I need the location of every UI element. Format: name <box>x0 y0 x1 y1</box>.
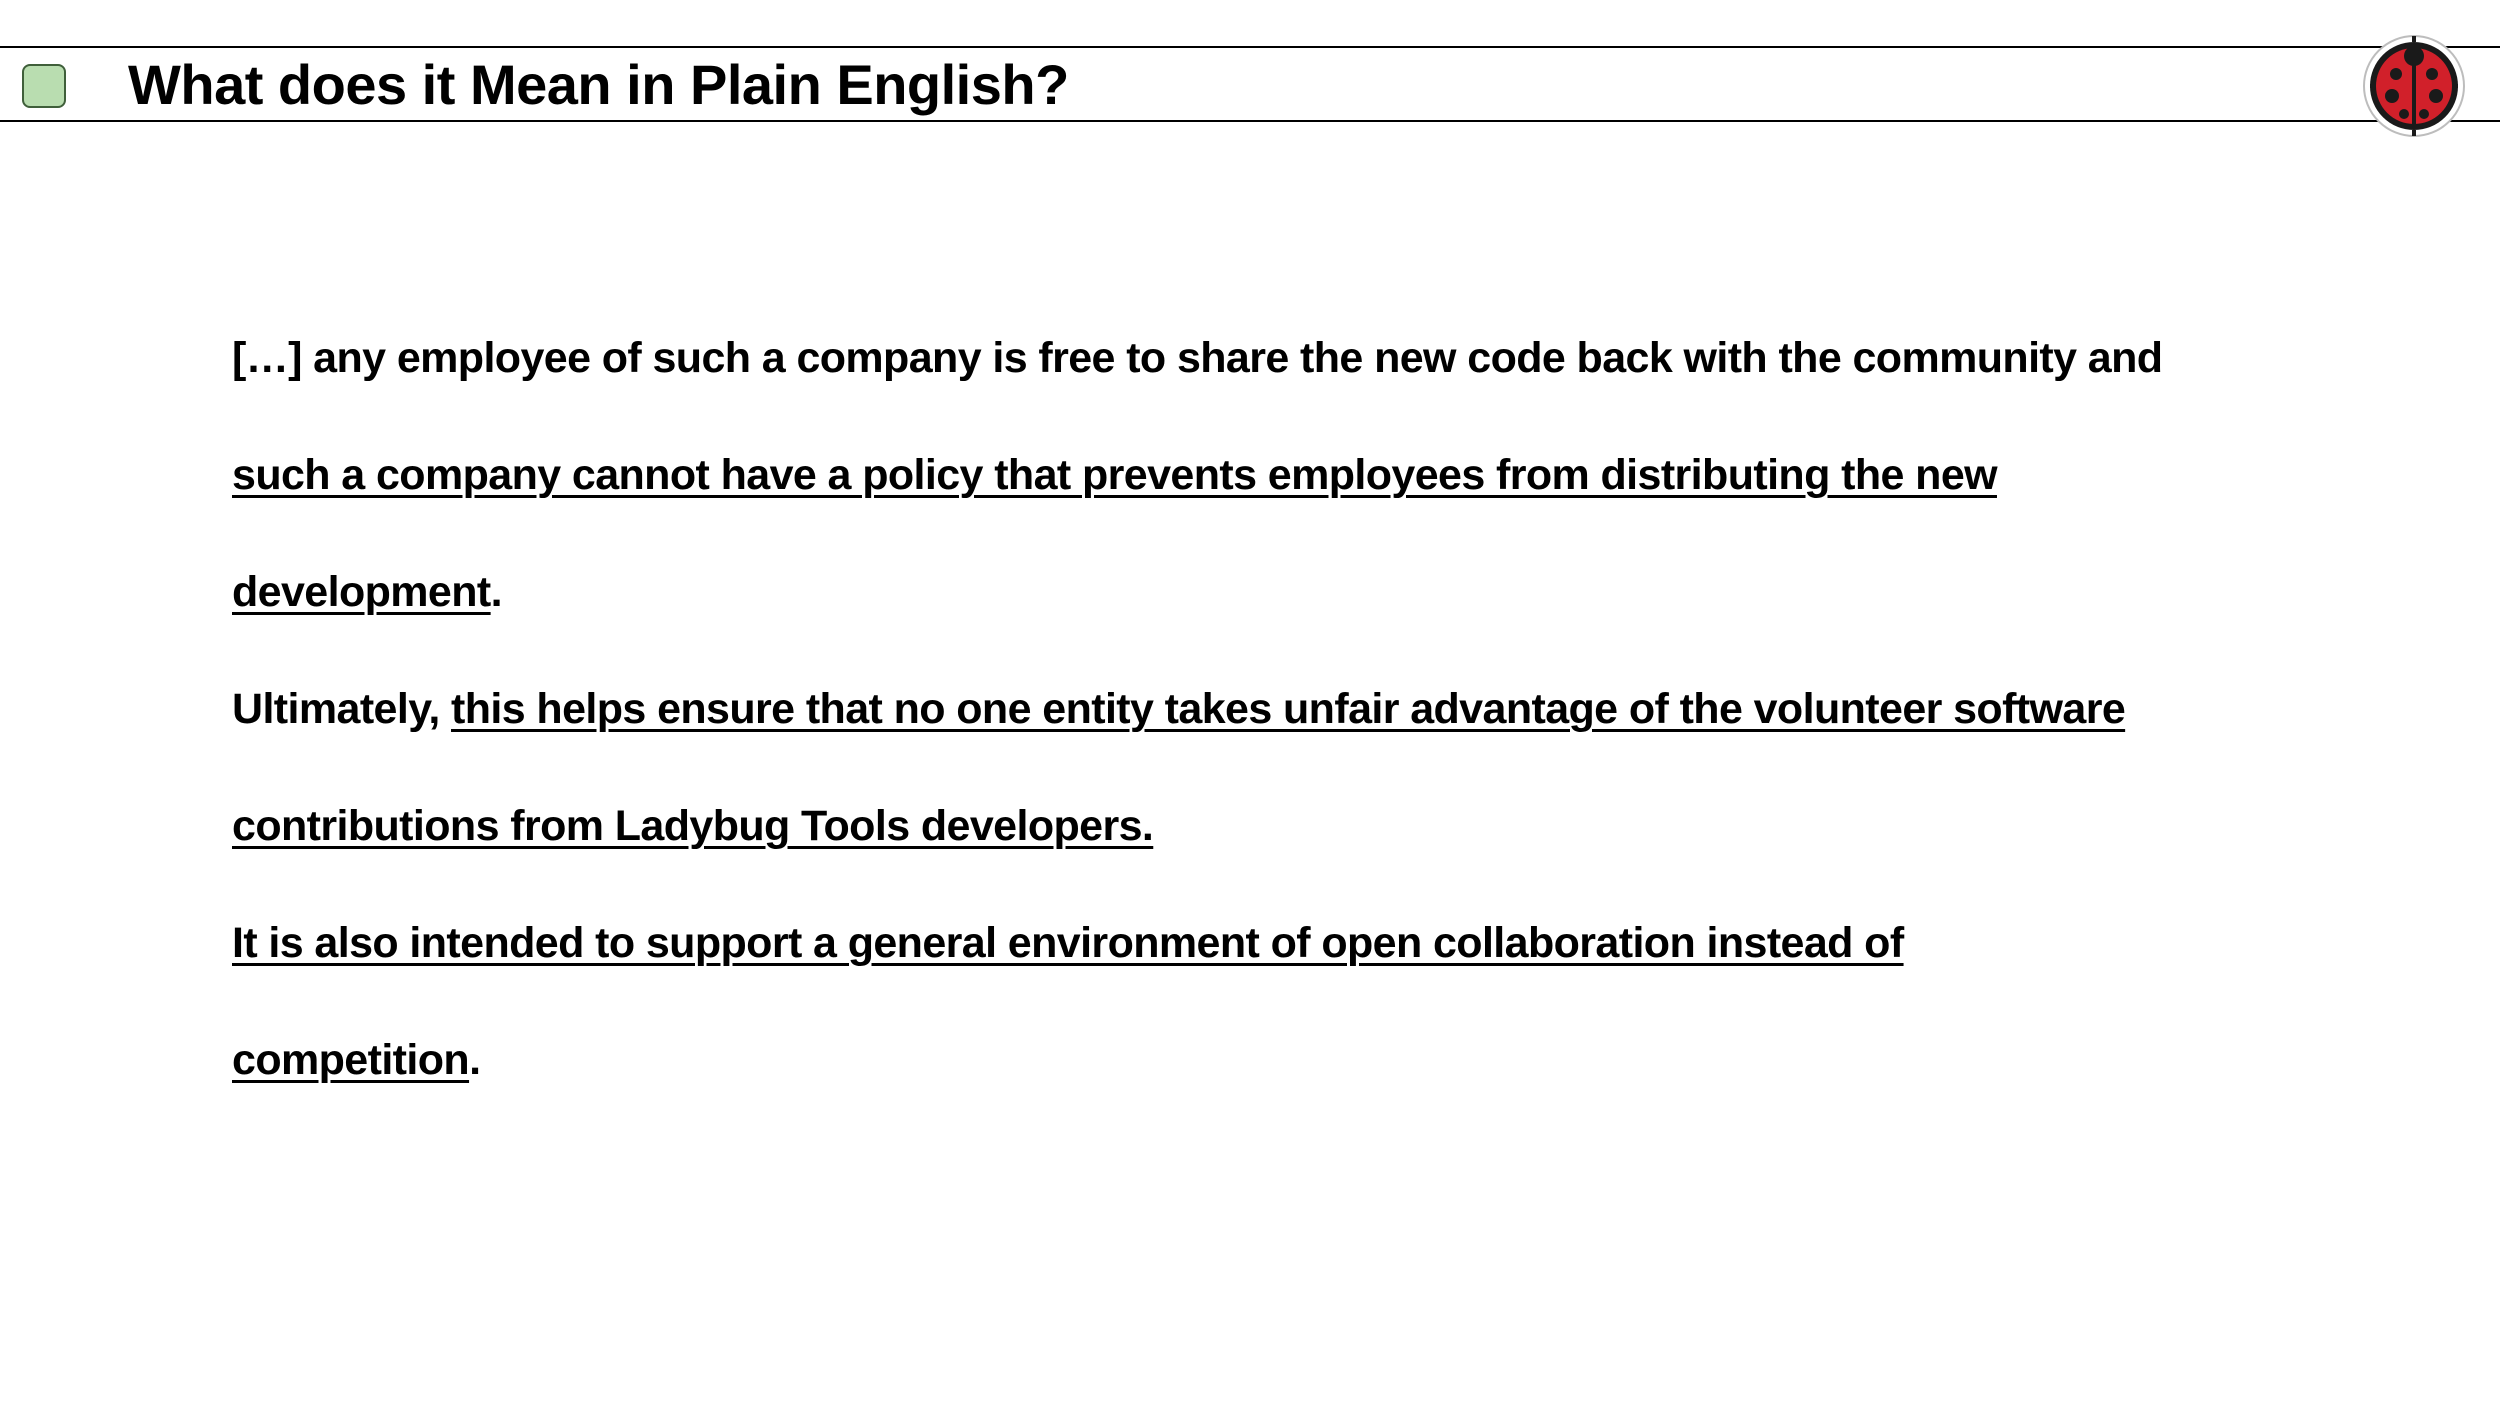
text-line <box>232 417 2332 534</box>
title-bar <box>0 46 2500 122</box>
text-line <box>232 1002 2332 1119</box>
underlined-text: such a company cannot have a policy that prevents employees from distributing the new <box>232 451 1997 499</box>
underlined-text: contributions from Ladybug Tools developers. <box>232 802 1154 850</box>
text-line <box>232 885 2332 1002</box>
text-segment: . <box>469 1036 481 1084</box>
text-segment: . <box>490 568 502 616</box>
underlined-text: It is also intended to support a general environment of open collaboration instead of <box>232 919 1904 967</box>
underlined-text: development <box>232 568 491 616</box>
text-line <box>232 300 2332 417</box>
underlined-text: competition <box>232 1036 470 1084</box>
text-line <box>232 768 2332 885</box>
text-line <box>232 651 2332 768</box>
body-text <box>232 300 2332 1119</box>
text-line <box>232 534 2332 651</box>
paragraph <box>232 300 2332 651</box>
slide-title: What does it Mean in Plain English? <box>128 53 1069 116</box>
ladybug-logo-icon <box>2362 34 2466 138</box>
text-segment: Ultimately, <box>232 685 452 733</box>
text-segment: […] any employee of such a company is free to share the new code back with the community and <box>232 334 2163 382</box>
title-marker <box>22 64 66 108</box>
underlined-text: this helps ensure that no one entity takes unfair advantage of the volunteer software <box>451 685 2126 733</box>
paragraph <box>232 885 2332 1119</box>
paragraph <box>232 651 2332 885</box>
